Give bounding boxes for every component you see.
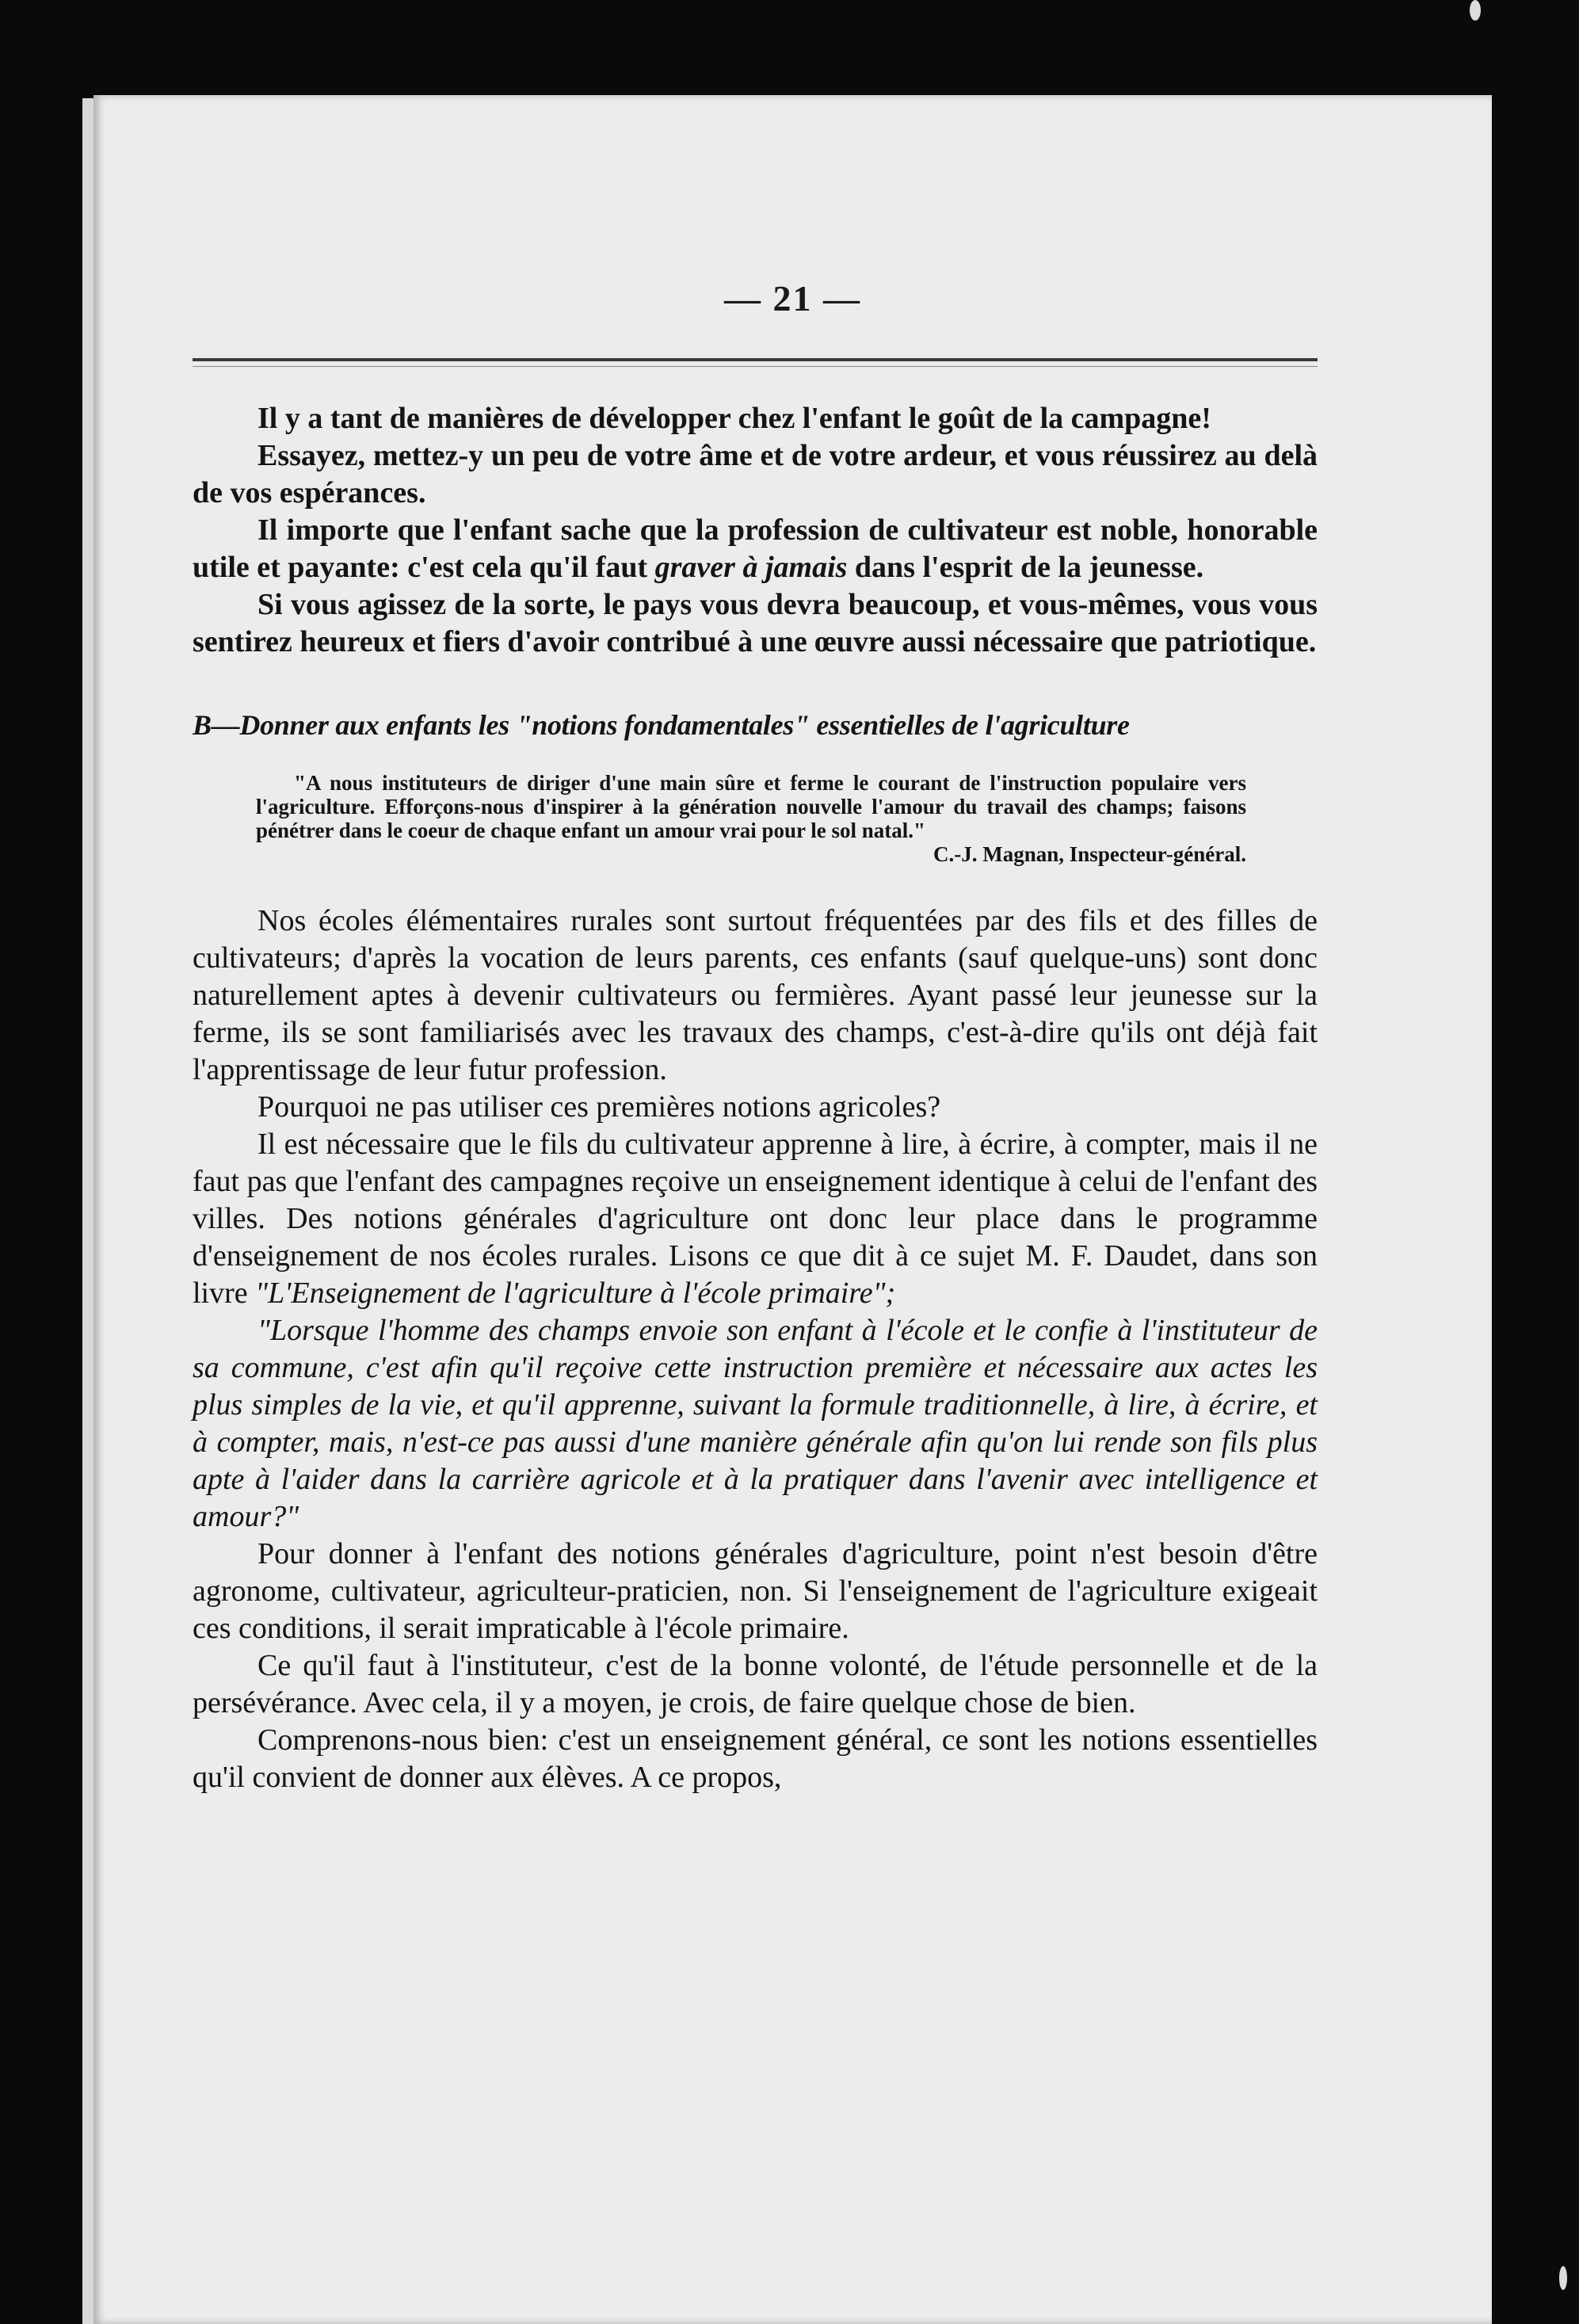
intro-paragraph-3-emphasis: graver à jamais	[654, 551, 848, 584]
body-paragraph-1: Nos écoles élémentaires rurales sont surtout fréquentées par des fils et des filles de cultivateurs; d'après la vocation de leurs parents, ces enfants (sauf quelque-uns) sont donc naturellement aptes à devenir cultivateurs ou fermières. Ayant passé leur jeunesse sur la ferme, ils se sont familiarisés avec les travaux des champs, c'est-à-dire qu'ils ont déjà fait l'apprentissage de leur futur profession.	[193, 904, 1318, 1086]
body-paragraph-6: Ce qu'il faut à l'instituteur, c'est de la bonne volonté, de l'étude personnelle et de la persévérance. Avec cela, il y a moyen, je crois, de faire quelque chose de bien.	[193, 1649, 1318, 1719]
epigraph-signature: C.-J. Magnan, Inspecteur-général.	[933, 842, 1246, 866]
body-paragraph-7: Comprenons-nous bien: c'est un enseignement général, ce sont les notions essentielles qu'il convient de donner aux élèves. A ce propos,	[193, 1723, 1318, 1794]
body-paragraph-3-text: Il est nécessaire que le fils du cultivateur apprenne à lire, à écrire, à compter, mais il ne faut pas que l'enfant des campagnes reçoive un enseignement identique à celui de l'enfant des villes. Des notions générales d'agriculture ont donc leur place dans le programme d'enseignement de nos écoles rurales. Lisons ce que dit à ce sujet M. F. Daudet, dans son livre	[193, 1128, 1318, 1310]
body-paragraph-3	[193, 1126, 1318, 1312]
intro-paragraph-4: Si vous agissez de la sorte, le pays vous devra beaucoup, et vous-mêmes, vous vous sentirez heureux et fiers d'avoir contribué à une œuvre aussi nécessaire que patriotique.	[193, 588, 1318, 658]
header-rule	[193, 358, 1318, 361]
intro-paragraph-3	[193, 512, 1318, 586]
body-quotation: "Lorsque l'homme des champs envoie son enfant à l'école et le confie à l'instituteur de sa commune, c'est afin qu'il reçoive cette instruction première et nécessaire aux actes les plus simples de la vie, et qu'il apprenne, suivant la formule traditionnelle, à lire, à écrire, et à compter, mais, n'est-ce pas aussi d'une manière générale afin qu'on lui rende son fils plus apte à l'aider dans la carrière agricole et à la pratiquer dans l'avenir avec intelligence et amour?"	[193, 1314, 1318, 1533]
scan-speck-top-right	[1470, 0, 1481, 21]
body-paragraph-5: Pour donner à l'enfant des notions générales d'agriculture, point n'est besoin d'être agronome, cultivateur, agriculteur-praticien, non. Si l'enseignement de l'agriculture exigeait ces conditions, il serait impraticable à l'école primaire.	[193, 1537, 1318, 1645]
page-number: — 21 —	[724, 278, 861, 319]
intro-paragraph-1: Il y a tant de manières de développer chez l'enfant le goût de la campagne!	[257, 402, 1211, 435]
intro-paragraph-2: Essayez, mettez-y un peu de votre âme et de votre ardeur, et vous réussirez au delà de vos espérances.	[193, 439, 1318, 509]
body-paragraph-2: Pourquoi ne pas utiliser ces premières notions agricoles?	[257, 1090, 941, 1124]
main-body	[193, 903, 1318, 1796]
header-rule-thin	[193, 366, 1318, 367]
page-spine-edge	[82, 98, 93, 2324]
page-content	[193, 400, 1318, 1796]
book-page	[93, 95, 1492, 2324]
section-title: B—Donner aux enfants les "notions fondamentales" essentielles de l'agriculture	[193, 709, 1130, 741]
intro-paragraph-3-text-b: dans l'esprit de la jeunesse.	[847, 551, 1204, 584]
intro-paragraph-3-text-a: Il importe que l'enfant sache que la profession de cultivateur est noble, honorable utile et payante: c'est cela qu'il faut	[193, 513, 1318, 584]
scan-speck-right	[1559, 2266, 1567, 2290]
body-paragraph-3-book-title: "L'Enseignement de l'agriculture à l'école primaire";	[255, 1276, 896, 1310]
epigraph-text	[256, 771, 1246, 866]
epigraph-quote: "A nous instituteurs de diriger d'une main sûre et ferme le courant de l'instruction populaire vers l'agriculture. Efforçons-nous d'inspirer à la génération nouvelle l'amour du travail des champs; faisons pénétrer dans le coeur de chaque enfant un amour vrai pour le sol natal."	[256, 771, 1246, 842]
epigraph	[256, 771, 1246, 866]
